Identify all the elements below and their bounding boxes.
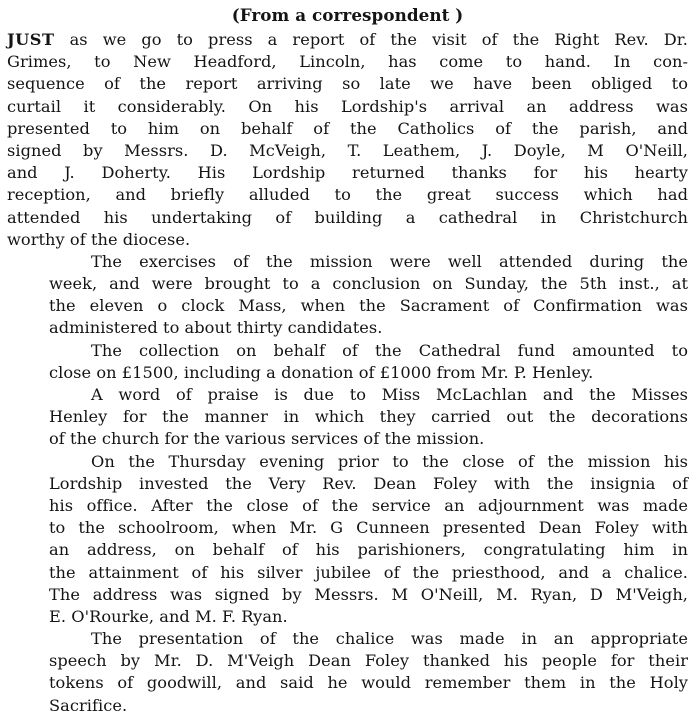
text-line: The presentation of the chalice was made in an appropriate xyxy=(91,629,688,649)
article-paragraph xyxy=(7,451,688,629)
text-line: curtail it considerably. On his Lordship's arrival an address was xyxy=(7,96,688,116)
text-line: presented to him on behalf of the Catholics of the parish, and xyxy=(7,118,688,138)
text-line: The exercises of the mission were well attended during the xyxy=(91,251,688,271)
text-line: A word of praise is due to Miss McLachlan and the Misses xyxy=(91,385,688,404)
text-line: speech by Mr. D. M'Veigh Dean Foley thanked his people for their xyxy=(49,651,688,671)
article-body xyxy=(7,29,688,717)
article-byline: (From a correspondent ) xyxy=(231,5,464,25)
lead-word: JUST xyxy=(7,30,55,49)
text-line: E. O'Rourke, and M. F. Ryan. xyxy=(49,606,288,626)
text-line: attended his undertaking of building a cathedral in Christchurch xyxy=(7,207,688,227)
text-line: The address was signed by Messrs. M O'Neill, M. Ryan, D M'Veigh, xyxy=(49,584,688,604)
text-line: reception, and briefly alluded to the great success which had xyxy=(7,185,688,205)
text-line: sequence of the report arriving so late we have been obliged to xyxy=(7,74,688,94)
article-paragraph xyxy=(7,340,688,384)
text-line: On the Thursday evening prior to the close of the mission his xyxy=(91,451,688,471)
text-line: and J. Doherty. His Lordship returned thanks for his hearty xyxy=(7,163,688,183)
text-line: worthy of the diocese. xyxy=(7,229,191,249)
text-line: week, and were brought to a conclusion on Sunday, the 5th inst., at xyxy=(49,274,688,294)
text-line: tokens of goodwill, and said he would remember them in the Holy xyxy=(49,673,688,693)
text-line: Sacrifice. xyxy=(49,695,128,715)
text-line: signed by Messrs. D. McVeigh, T. Leathem, J. Doyle, M O'Neill, xyxy=(7,140,688,160)
article-paragraph xyxy=(7,628,688,717)
text-line: an address, on behalf of his parishioners, congratulating him in xyxy=(49,540,688,560)
text-line: administered to about thirty candidates. xyxy=(49,318,383,338)
article-paragraph xyxy=(7,251,688,340)
text-line: The collection on behalf of the Cathedral fund amounted to xyxy=(91,340,688,360)
text-line: Lordship invested the Very Rev. Dean Foley with the insignia of xyxy=(49,473,688,493)
text-line: his office. After the close of the service an adjournment was made xyxy=(49,495,688,515)
article-paragraph xyxy=(7,29,688,251)
text-line-rest: as we go to press a report of the visit of the Right Rev. Dr. xyxy=(54,30,688,49)
text-line: the eleven o clock Mass, when the Sacrament of Confirmation was xyxy=(49,296,688,316)
text-line: close on £1500, including a donation of £1000 from Mr. P. Henley. xyxy=(49,362,594,382)
text-line: to the schoolroom, when Mr. G Cunneen presented Dean Foley with xyxy=(49,518,688,538)
article-paragraph xyxy=(7,384,688,451)
text-line xyxy=(7,29,688,51)
text-line: the attainment of his silver jubilee of the priesthood, and a chalice. xyxy=(49,562,688,582)
text-line: Grimes, to New Headford, Lincoln, has come to hand. In con- xyxy=(7,52,688,72)
text-line: of the church for the various services of the mission. xyxy=(49,429,485,449)
text-line: Henley for the manner in which they carried out the decorations xyxy=(49,407,688,427)
